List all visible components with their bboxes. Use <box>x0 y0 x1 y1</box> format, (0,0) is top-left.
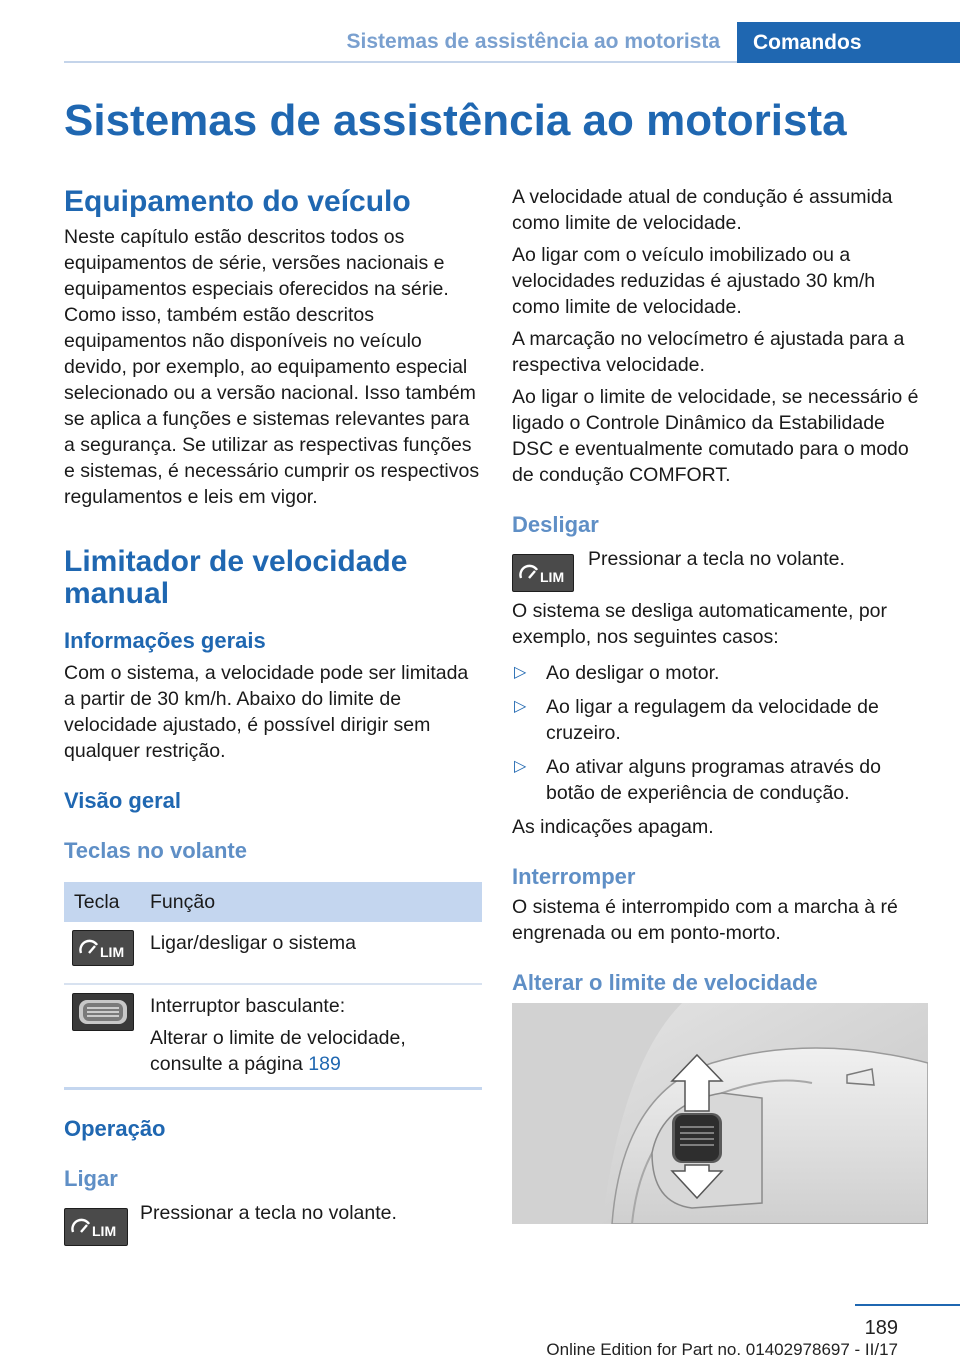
row1-function: Ligar/desligar o sistema <box>140 922 482 984</box>
bullet-triangle-icon: ▷ <box>514 698 527 715</box>
text-p4: Ao ligar o limite de velocidade, se necessário é ligado o Controle Dinâmico da Estabilidade DSC e eventualmente comutado para o modo de condução COMFORT. <box>512 386 919 486</box>
list-item-text: Ao desligar o motor. <box>546 662 720 684</box>
keys-table <box>64 882 482 1090</box>
bullet-triangle-icon: ▷ <box>514 664 527 681</box>
keys-table-header <box>64 882 482 922</box>
lim-button-icon <box>64 1208 128 1246</box>
heading-operacao: Operação <box>64 1116 166 1141</box>
heading-alterar: Alterar o limite de velocidade <box>512 970 818 995</box>
rocker-switch-icon <box>72 993 134 1031</box>
list-item <box>512 754 928 806</box>
text-equipamento: Neste capítulo estão descritos todos os equipamentos de série, versões nacionais e equipamentos especiais oferecidos na série. Como isso, também estão descritos equipamentos não disponíveis no veículo devido, por exemplo, ao equipamento especial selecionado ou a versão nacional. Isso também se aplica a funções e sistemas relevantes para a segurança. Se utilizar as respectivas funções e sistemas, é necessário cumprir os respectivos regulamentos e leis em vigor. <box>64 226 480 508</box>
heading-limitador: Limitador de velocidade manual <box>64 545 408 610</box>
col-funcao: Função <box>140 882 482 922</box>
lim-icon-text: LIM <box>100 944 125 960</box>
page-number: 189 <box>864 1317 898 1339</box>
list-item <box>512 694 928 746</box>
text-interromper: O sistema é interrompido com a marcha à ré engrenada ou em ponto-morto. <box>512 896 898 944</box>
list-item <box>512 660 928 686</box>
bullet-triangle-icon: ▷ <box>514 758 527 775</box>
right-column <box>512 184 928 996</box>
heading-ligar: Ligar <box>64 1166 118 1191</box>
text-p2: Ao ligar com o veículo imobilizado ou a velocidades reduzidas é ajustado 30 km/h como limite de velocidade. <box>512 244 876 318</box>
text-apagam: As indicações apagam. <box>512 816 714 838</box>
text-informacoes: Com o sistema, a velocidade pode ser limitada a partir de 30 km/h. Abaixo do limite de velocidade ajustado, é possível dirigir sem qualquer restrição. <box>64 662 469 762</box>
heading-interromper: Interromper <box>512 864 636 889</box>
lim-button-icon <box>72 930 134 966</box>
list-item-text: Ao ativar alguns programas através do botão de experiência de condução. <box>546 756 881 804</box>
row2-function-b-wrap <box>150 1025 482 1077</box>
footer-edition: Online Edition for Part no. 01402978697 - II/17 <box>546 1340 898 1359</box>
desligar-row <box>512 546 928 596</box>
text-p1: A velocidade atual de condução é assumida como limite de velocidade. <box>512 186 893 234</box>
text-auto-off: O sistema se desliga automaticamente, por exemplo, nos seguintes casos: <box>512 600 888 648</box>
row2-function <box>140 984 482 1089</box>
ligar-row <box>64 1200 482 1248</box>
heading-desligar: Desligar <box>512 512 599 537</box>
text-desligar: Pressionar a tecla no volante. <box>588 548 845 570</box>
header-tab <box>737 22 960 63</box>
table-row <box>64 984 482 1089</box>
text-ligar: Pressionar a tecla no volante. <box>140 1202 397 1224</box>
header-section-title: Sistemas de assistência ao motorista <box>346 30 720 53</box>
heading-visao-geral: Visão geral <box>64 788 181 813</box>
col-tecla: Tecla <box>64 882 140 922</box>
steering-wheel-photo <box>512 1003 928 1224</box>
lim-icon-text: LIM <box>92 1223 117 1239</box>
row2-function-b: Alterar o limite de velocidade, consulte a página <box>150 1027 406 1075</box>
heading-equipamento: Equipamento do veículo <box>64 185 411 218</box>
row2-function-a: Interruptor basculante: <box>150 995 346 1017</box>
left-column <box>64 180 482 1248</box>
text-p3: A marcação no velocímetro é ajustada para a respectiva velocidade. <box>512 328 905 376</box>
table-row <box>64 922 482 984</box>
auto-off-list <box>512 660 928 806</box>
header-tab-label: Comandos <box>753 31 862 54</box>
lim-icon-text: LIM <box>540 569 565 585</box>
list-item-text: Ao ligar a regulagem da velocidade de cruzeiro. <box>546 696 879 744</box>
page-title: Sistemas de assistência ao motorista <box>64 96 847 145</box>
lim-button-icon <box>512 554 574 592</box>
heading-teclas: Teclas no volante <box>64 838 247 863</box>
heading-informacoes: Informações gerais <box>64 628 266 653</box>
footer-rule <box>855 1304 960 1306</box>
page-link[interactable]: 189 <box>308 1053 341 1075</box>
